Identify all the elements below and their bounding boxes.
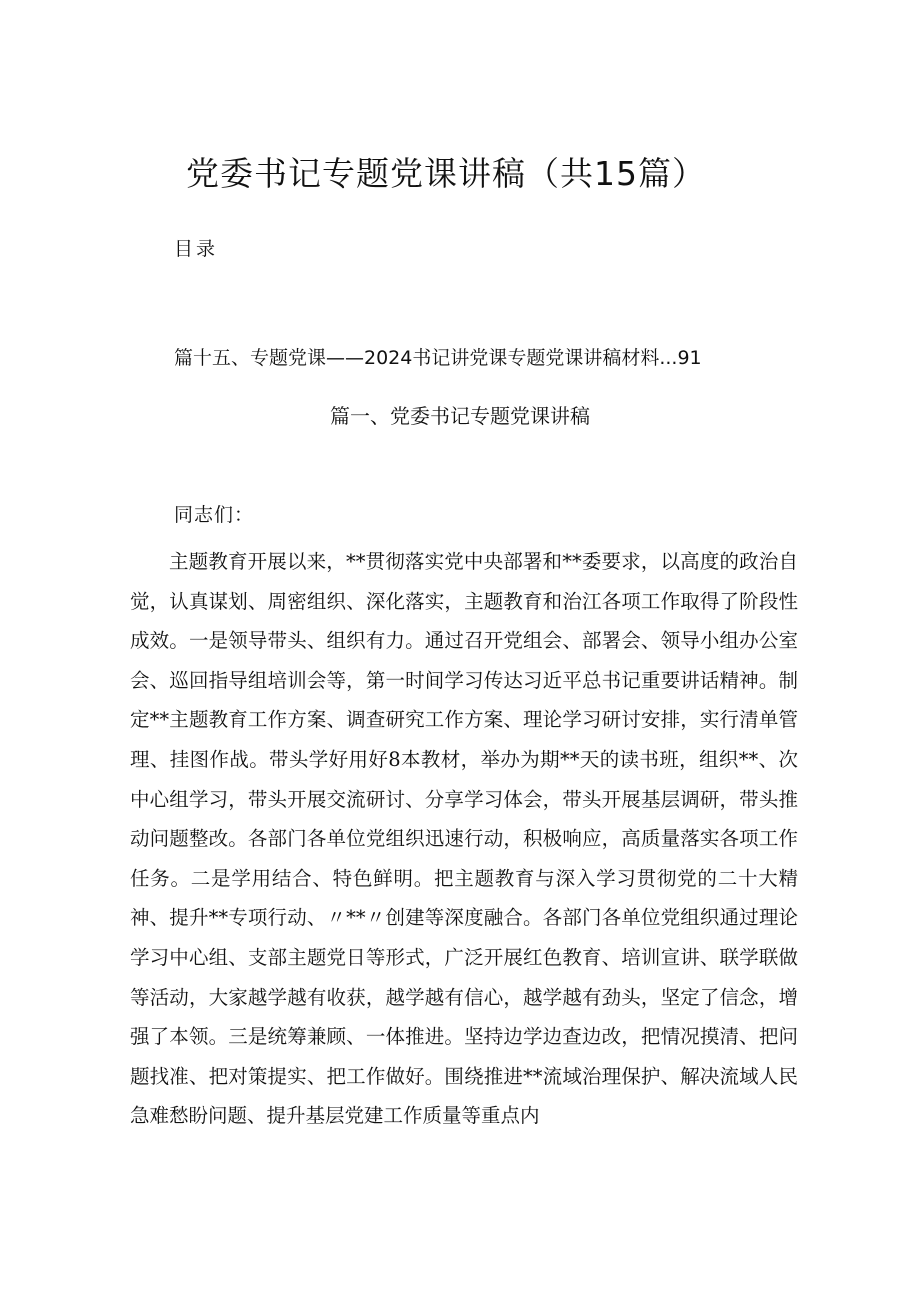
toc-entry: 篇十五、专题党课——2024书记讲党课专题党课讲稿材料...91: [174, 347, 702, 369]
salutation: 同志们：: [174, 504, 255, 526]
body-paragraph: 主题教育开展以来，**贯彻落实党中央部署和**委要求，以高度的政治自觉，认真谋划、周密组织、深化落实，主题教育和治江各项工作取得了阶段性成效。一是领导带头、组织有力。通过召开党组会、部署会、领导小组办公室会、巡回指导组培训会等，第一时间学习传达习近平总书记重要讲话精神。制定**主题教育工作方案、调查研究工作方案、理论学习研讨安排，实行清单管理、挂图作战。带头学好用好8本教材，举办为期**天的读书班，组织**、次中心组学习，带头开展交流研讨、分享学习体会，带头开展基层调研，带头推动问题整改。各部门各单位党组织迅速行动，积极响应，高质量落实各项工作任务。二是学用结合、特色鲜明。把主题教育与深入学习贯彻党的二十大精神、提升**专项行动、〃**〃创建等深度融合。各部门各单位党组织通过理论学习中心组、支部主题党日等形式，广泛开展红色教育、培训宣讲、联学联做等活动，大家越学越有收获，越学越有信心，越学越有劲头，坚定了信念，增强了本领。三是统筹兼顾、一体推进。坚持边学边查边改，把情况摸清、把问题找准、把对策提实、把工作做好。围绕推进**流域治理保护、解决流域人民急难愁盼问题、提升基层党建工作质量等重点内: [130, 550, 798, 1128]
toc-label: 目录: [174, 238, 219, 260]
document-title: 党委书记专题党课讲稿（共15篇）: [186, 154, 706, 193]
section-heading: 篇一、党委书记专题党课讲稿: [330, 404, 590, 428]
